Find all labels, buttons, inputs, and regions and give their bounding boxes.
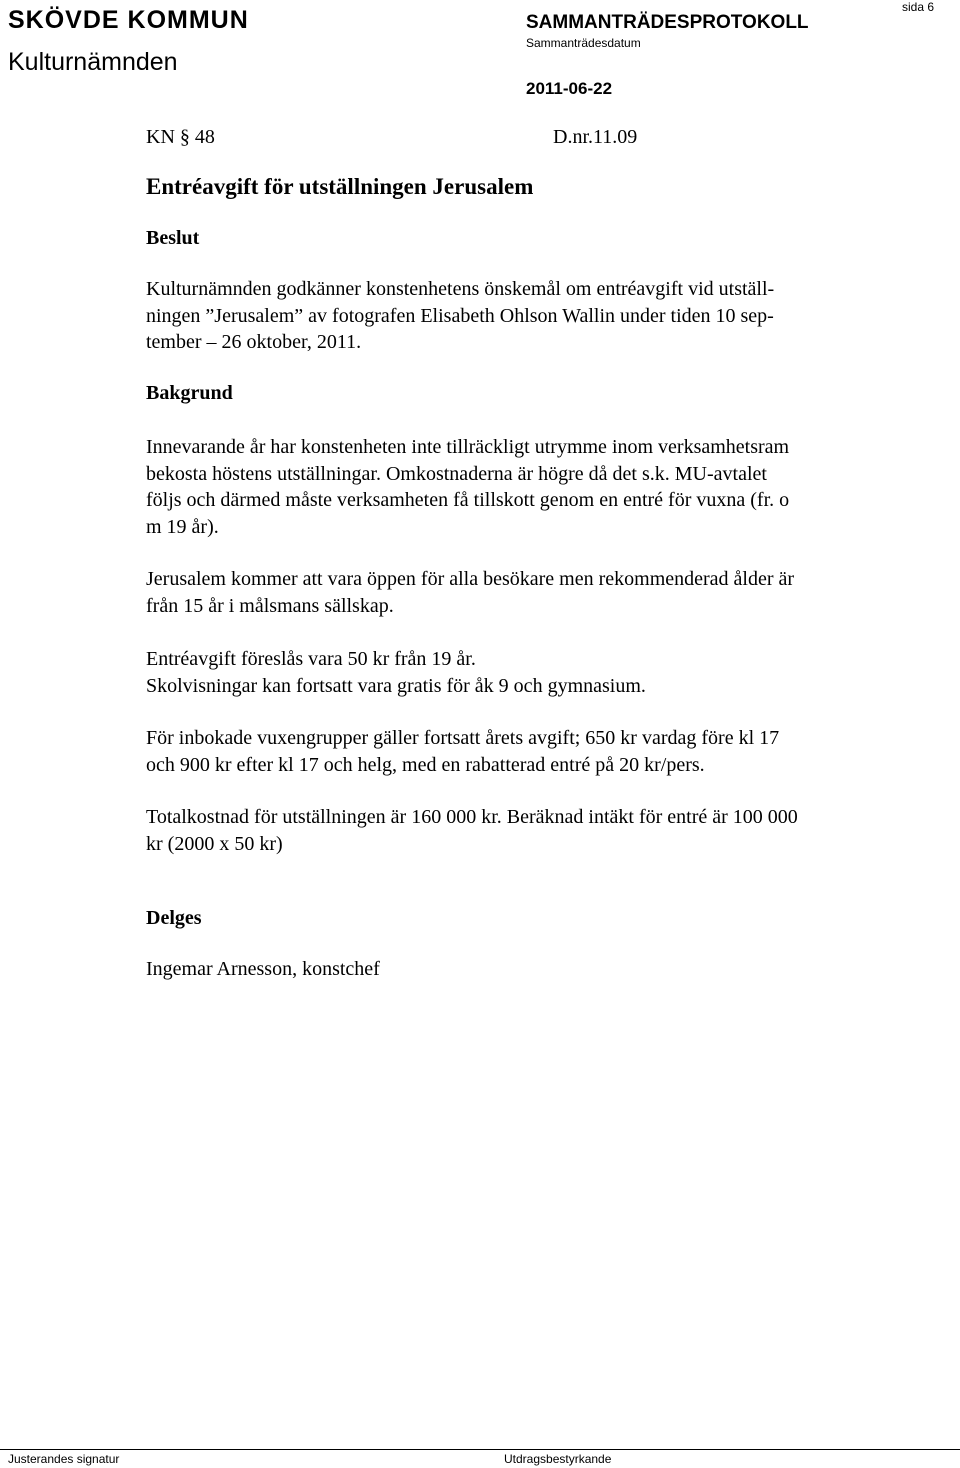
footer-signature-label: Justerandes signatur [8, 1452, 120, 1466]
text-line: Skolvisningar kan fortsatt vara gratis för åk 9 och gymnasium. [146, 674, 646, 697]
background-paragraph-3 [146, 646, 646, 699]
background-paragraph-4 [146, 725, 779, 778]
date-label: Sammanträdesdatum [526, 36, 641, 50]
text-line: från 15 år i målsmans sällskap. [146, 594, 394, 617]
committee-name: Kulturnämnden [8, 48, 178, 76]
footer-divider [0, 1449, 960, 1450]
case-paragraph: KN § 48 [146, 126, 215, 148]
text-line: kr (2000 x 50 kr) [146, 832, 283, 855]
footer-certification-label: Utdragsbestyrkande [504, 1452, 612, 1466]
text-line: Entréavgift föreslås vara 50 kr från 19 år. [146, 648, 476, 670]
text-line: och 900 kr efter kl 17 och helg, med en rabatterad entré på 20 kr/pers. [146, 753, 705, 776]
background-paragraph-2 [146, 566, 794, 619]
text-line: Innevarande år har konstenheten inte tillräckligt utrymme inom verksamhetsram [146, 436, 790, 458]
document-type: SAMMANTRÄDESPROTOKOLL [526, 12, 809, 33]
decision-text [146, 276, 774, 356]
background-paragraph-1 [146, 434, 789, 540]
text-line: bekosta höstens utställningar. Omkostnaderna är högre då det s.k. MU-avtalet [146, 462, 767, 485]
decision-line: Kulturnämnden godkänner konstenhetens önskemål om entréavgift vid utställ- [146, 278, 775, 300]
distribution-recipient: Ingemar Arnesson, konstchef [146, 958, 380, 980]
text-line: m 19 år). [146, 515, 219, 538]
distribution-heading: Delges [146, 907, 202, 929]
diary-number: D.nr.11.09 [553, 126, 638, 148]
background-paragraph-5 [146, 804, 798, 857]
background-heading: Bakgrund [146, 382, 233, 404]
case-title: Entréavgift för utställningen Jerusalem [146, 174, 534, 199]
text-line: Jerusalem kommer att vara öppen för alla besökare men rekommenderad ålder är [146, 568, 795, 590]
decision-heading: Beslut [146, 227, 200, 249]
decision-line: ningen ”Jerusalem” av fotografen Elisabeth Ohlson Wallin under tiden 10 sep- [146, 304, 774, 327]
decision-line: tember – 26 oktober, 2011. [146, 331, 362, 353]
text-line: följs och därmed måste verksamheten få tillskott genom en entré för vuxna (fr. o [146, 489, 790, 511]
meeting-date: 2011-06-22 [526, 79, 613, 98]
organization-name: SKÖVDE KOMMUN [8, 6, 249, 34]
text-line: För inbokade vuxengrupper gäller fortsatt årets avgift; 650 kr vardag före kl 17 [146, 727, 780, 749]
page-number: sida 6 [902, 0, 935, 14]
text-line: Totalkostnad för utställningen är 160 000 kr. Beräknad intäkt för entré är 100 000 [146, 806, 798, 828]
